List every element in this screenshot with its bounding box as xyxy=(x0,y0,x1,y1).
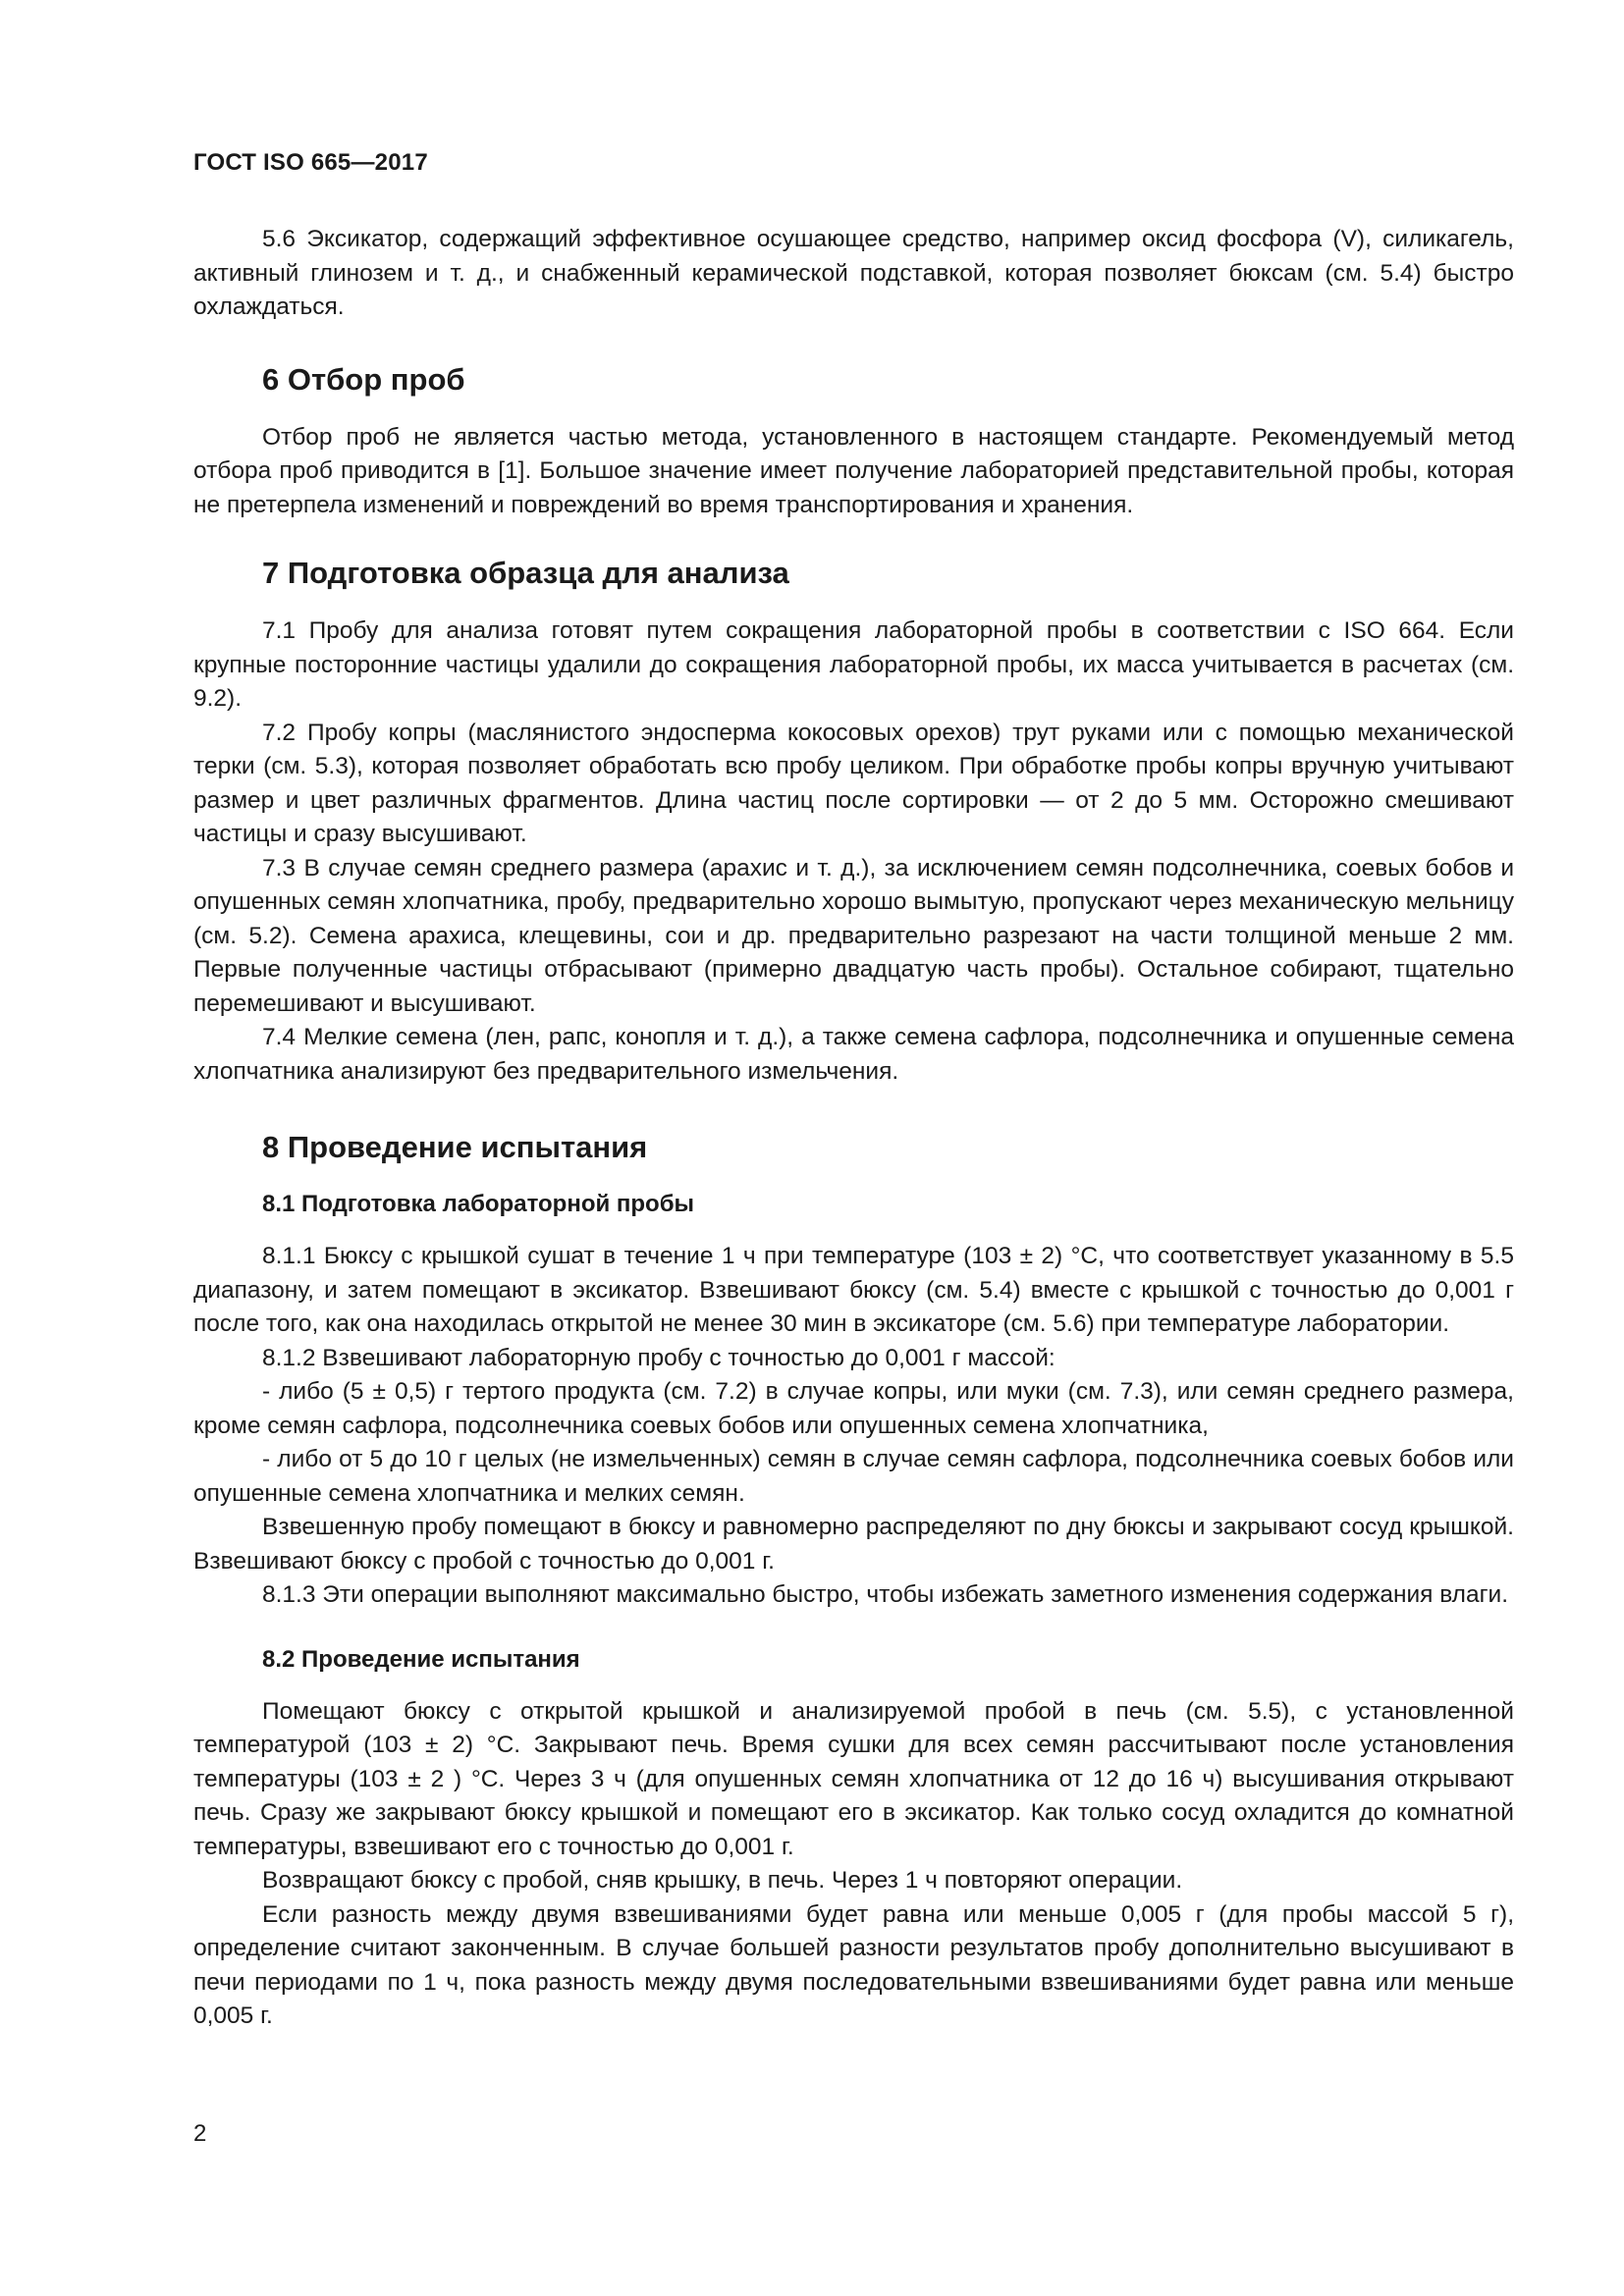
paragraph-8-2-1: Помещают бюксу с открытой крышкой и анализируемой пробой в печь (см. 5.5), с установленной температурой (103 ± 2) °С. Закрывают печь. Время сушки для всех семян рассчитывают после установления температуры (103 ± 2 ) °С. Через 3 ч (для опушенных семян хлопчатника от 12 до 16 ч) высушивания открывают печь. Сразу же закрывают бюксу крышкой и помещают его в эксикатор. Как только сосуд охладится до комнатной температуры, взвешивают его с точностью до 0,001 г. xyxy=(193,1697,1514,1860)
paragraph-5-6: 5.6 Эксикатор, содержащий эффективное осушающее средство, например оксид фосфора (V), силикагель, активный глинозем и т. д., и снабженный керамической подставкой, которая позволяет бюксам (см. 5.4) быстро охлаждаться. xyxy=(193,226,1514,320)
subsection-8-2-heading: 8.2 Проведение испытания xyxy=(262,1645,580,1673)
paragraph-7-1: 7.1 Пробу для анализа готовят путем сокращения лабораторной пробы в соответствии с ISO 664. Если крупные посторонние частицы удалили до сокращения лабораторной пробы, их масса учитывается в расчетах (см. 9.2). xyxy=(193,617,1514,712)
paragraph-7-4: 7.4 Мелкие семена (лен, рапс, конопля и т. д.), а также семена сафлора, подсолнечника и опушенные семена хлопчатника анализируют без предварительного измельчения. xyxy=(193,1024,1514,1085)
paragraph-7-3: 7.3 В случае семян среднего размера (арахис и т. д.), за исключением семян подсолнечника, соевых бобов и опушенных семян хлопчатника, пробу, предварительно хорошо вымытую, пропускают через механическую мельницу (см. 5.2). Семена арахиса, клещевины, сои и др. предварительно разрезают на части толщиной меньше 2 мм. Первые полученные частицы отбрасывают (примерно двадцатую часть пробы). Остальное собирают, тщательно перемешивают и высушивают. xyxy=(193,854,1514,1017)
paragraph-8-2-2: Возвращают бюксу с пробой, сняв крышку, в печь. Через 1 ч повторяют операции. xyxy=(262,1867,1183,1894)
page-number: 2 xyxy=(193,2120,207,2147)
section-8-heading: 8 Проведение испытания xyxy=(262,1130,648,1164)
list-item-8-1-2-a: - либо (5 ± 0,5) г тертого продукта (см. 7.2) в случае копры, или муки (см. 7.3), или семян среднего размера, кроме семян сафлора, подсолнечника соевых бобов или опушенных семена хлопчатника, xyxy=(193,1378,1514,1439)
paragraph-8-1-3: 8.1.3 Эти операции выполняют максимально быстро, чтобы избежать заметного изменения содержания влаги. xyxy=(262,1581,1509,1608)
paragraph-6-1: Отбор проб не является частью метода, установленного в настоящем стандарте. Рекомендуемый метод отбора проб приводится в [1]. Большое значение имеет получение лабораторией представительной пробы, которая не претерпела изменений и повреждений во время транспортирования и хранения. xyxy=(193,423,1514,518)
paragraph-8-1-2-weigh: Взвешенную пробу помещают в бюксу и равномерно распределяют по дну бюксы и закрывают сосуд крышкой. Взвешивают бюксу с пробой с точностью до 0,001 г. xyxy=(193,1514,1514,1575)
paragraph-8-2-3: Если разность между двумя взвешиваниями будет равна или меньше 0,005 г (для пробы массой 5 г), определение считают законченным. В случае большей разности результатов пробу дополнительно высушивают в печи периодами по 1 ч, пока разность между двумя последовательными взвешиваниями будет равна или меньше 0,005 г. xyxy=(193,1900,1514,2029)
subsection-8-1-heading: 8.1 Подготовка лабораторной пробы xyxy=(262,1191,695,1217)
paragraph-8-1-1: 8.1.1 Бюксу с крышкой сушат в течение 1 ч при температуре (103 ± 2) °С, что соответствует указанному в 5.5 диапазону, и затем помещают в эксикатор. Взвешивают бюксу (см. 5.4) вместе с крышкой с точностью до 0,001 г после того, как она находилась открытой не менее 30 мин в эксикаторе (см. 5.6) при температуре лаборатории. xyxy=(193,1243,1514,1337)
document-header: ГОСТ ISO 665—2017 xyxy=(193,149,428,176)
section-6-heading: 6 Отбор проб xyxy=(262,361,465,397)
paragraph-8-1-2: 8.1.2 Взвешивают лабораторную пробу с точностью до 0,001 г массой: xyxy=(262,1344,1056,1371)
paragraph-7-2: 7.2 Пробу копры (маслянистого эндосперма кокосовых орехов) трут руками или с помощью механической терки (см. 5.3), которая позволяет обработать всю пробу целиком. При обработке пробы копры вручную учитывают размер и цвет различных фрагментов. Длина частиц после сортировки — от 2 до 5 мм. Осторожно смешивают частицы и сразу высушивают. xyxy=(193,719,1514,847)
document-body xyxy=(193,223,1514,2034)
list-item-8-1-2-b: - либо от 5 до 10 г целых (не измельченных) семян в случае семян сафлора, подсолнечника соевых бобов или опушенные семена хлопчатника и мелких семян. xyxy=(193,1446,1514,1507)
section-7-heading: 7 Подготовка образца для анализа xyxy=(262,556,789,590)
